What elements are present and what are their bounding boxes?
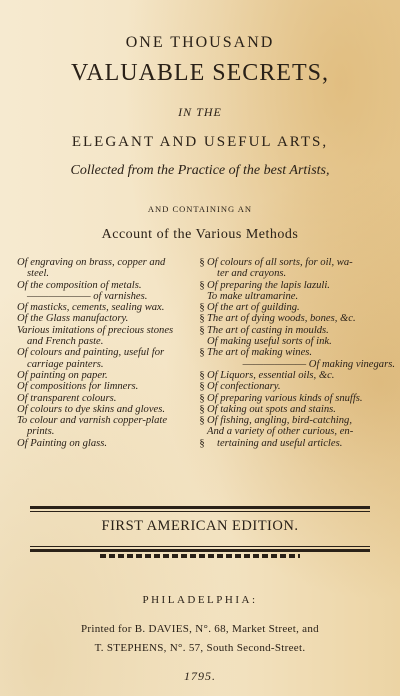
section-mark: § [199,324,205,336]
contents-right-column [207,257,395,449]
section-mark: § [199,403,205,415]
section-mark: § [199,415,205,427]
contents-item: Of transparent colours. [17,392,117,404]
contents-item: Of the Glass manufactory. [17,313,129,325]
section-mark-column [197,257,207,449]
contents-item: ter and crayons. [217,268,287,280]
divider-rule [30,549,370,552]
imprint-place: PHILADELPHIA: [142,594,258,606]
title-line-7: Account of the Various Methods [101,227,299,242]
contents-item: Of Painting on glass. [17,437,108,449]
title-line-2: VALUABLE SECRETS, [71,60,329,86]
contents-item: The art of casting in moulds. [207,324,329,336]
title-line-4: ELEGANT AND USEFUL ARTS, [71,134,329,150]
section-mark: § [199,437,205,449]
section-mark: § [199,347,205,359]
contents-item: tertaining and useful articles. [217,437,343,449]
section-mark: § [199,392,205,404]
contents-item: Of taking out spots and stains. [207,403,336,415]
title-line-6: AND CONTAINING AN [147,204,253,214]
contents-item: Various imitations of precious stones [17,324,174,336]
divider-rule [30,546,370,547]
contents-item: Of compositions for limners. [17,381,139,393]
imprint-line-2: T. STEPHENS, N°. 57, South Second-Street. [94,642,306,654]
contents-item: Of Liquors, essential oils, &c. [207,369,335,381]
edition-line: FIRST AMERICAN EDITION. [101,518,299,534]
contents-item: Of colours to dye skins and gloves. [17,403,165,415]
contents-item: To make ultramarine. [207,290,299,302]
contents-item: Of making useful sorts of ink. [207,336,332,348]
contents-item: And a variety of other curious, en- [207,426,354,438]
contents-item: The art of making wines. [207,347,313,359]
contents-item: Of engraving on brass, copper and [17,257,166,268]
contents-item: Of painting on paper. [17,369,108,381]
contents-item: Of preparing various kinds of snuffs. [207,392,363,404]
contents-item: The art of dying woods, bones, &c. [207,313,356,325]
contents-item: Of colours of all sorts, for oil, wa- [207,257,353,268]
imprint-line-1: Printed for B. DAVIES, N°. 68, Market Street, and [81,623,319,635]
imprint-year: 1795. [184,669,216,683]
contents-item: To colour and varnish copper-plate [17,415,168,427]
contents-item: ―――――― of varnishes. [27,290,148,302]
contents-item: prints. [27,426,55,438]
contents-item: Of the composition of metals. [17,279,142,291]
contents-item: Of masticks, cements, sealing wax. [17,302,165,314]
title-line-3: IN THE [178,105,222,119]
contents-item: Of colours and painting, useful for [17,347,165,359]
contents-item: Of preparing the lapis lazuli. [207,279,330,291]
ornamental-rule [100,554,300,558]
title-line-5: Collected from the Practice of the best Artists, [70,163,330,178]
section-mark: § [199,369,205,381]
contents-item: ―――――― Of making vinegars. [242,358,395,370]
title-line-1: ONE THOUSAND [125,34,275,51]
section-mark: § [199,257,205,268]
section-mark: § [199,302,205,314]
section-mark: § [199,313,205,325]
contents-item: Of confectionary. [207,381,281,393]
contents-left-column [17,257,197,449]
divider-rule [30,506,370,509]
contents-item: carriage painters. [27,358,104,370]
section-mark: § [199,381,205,393]
section-mark: § [199,279,205,291]
contents-item: steel. [27,268,50,280]
contents-item: and French paste. [27,336,104,348]
contents-item: Of the art of guilding. [207,302,300,314]
contents-item: Of fishing, angling, bird-catching, [207,415,352,427]
divider-rule [30,511,370,512]
